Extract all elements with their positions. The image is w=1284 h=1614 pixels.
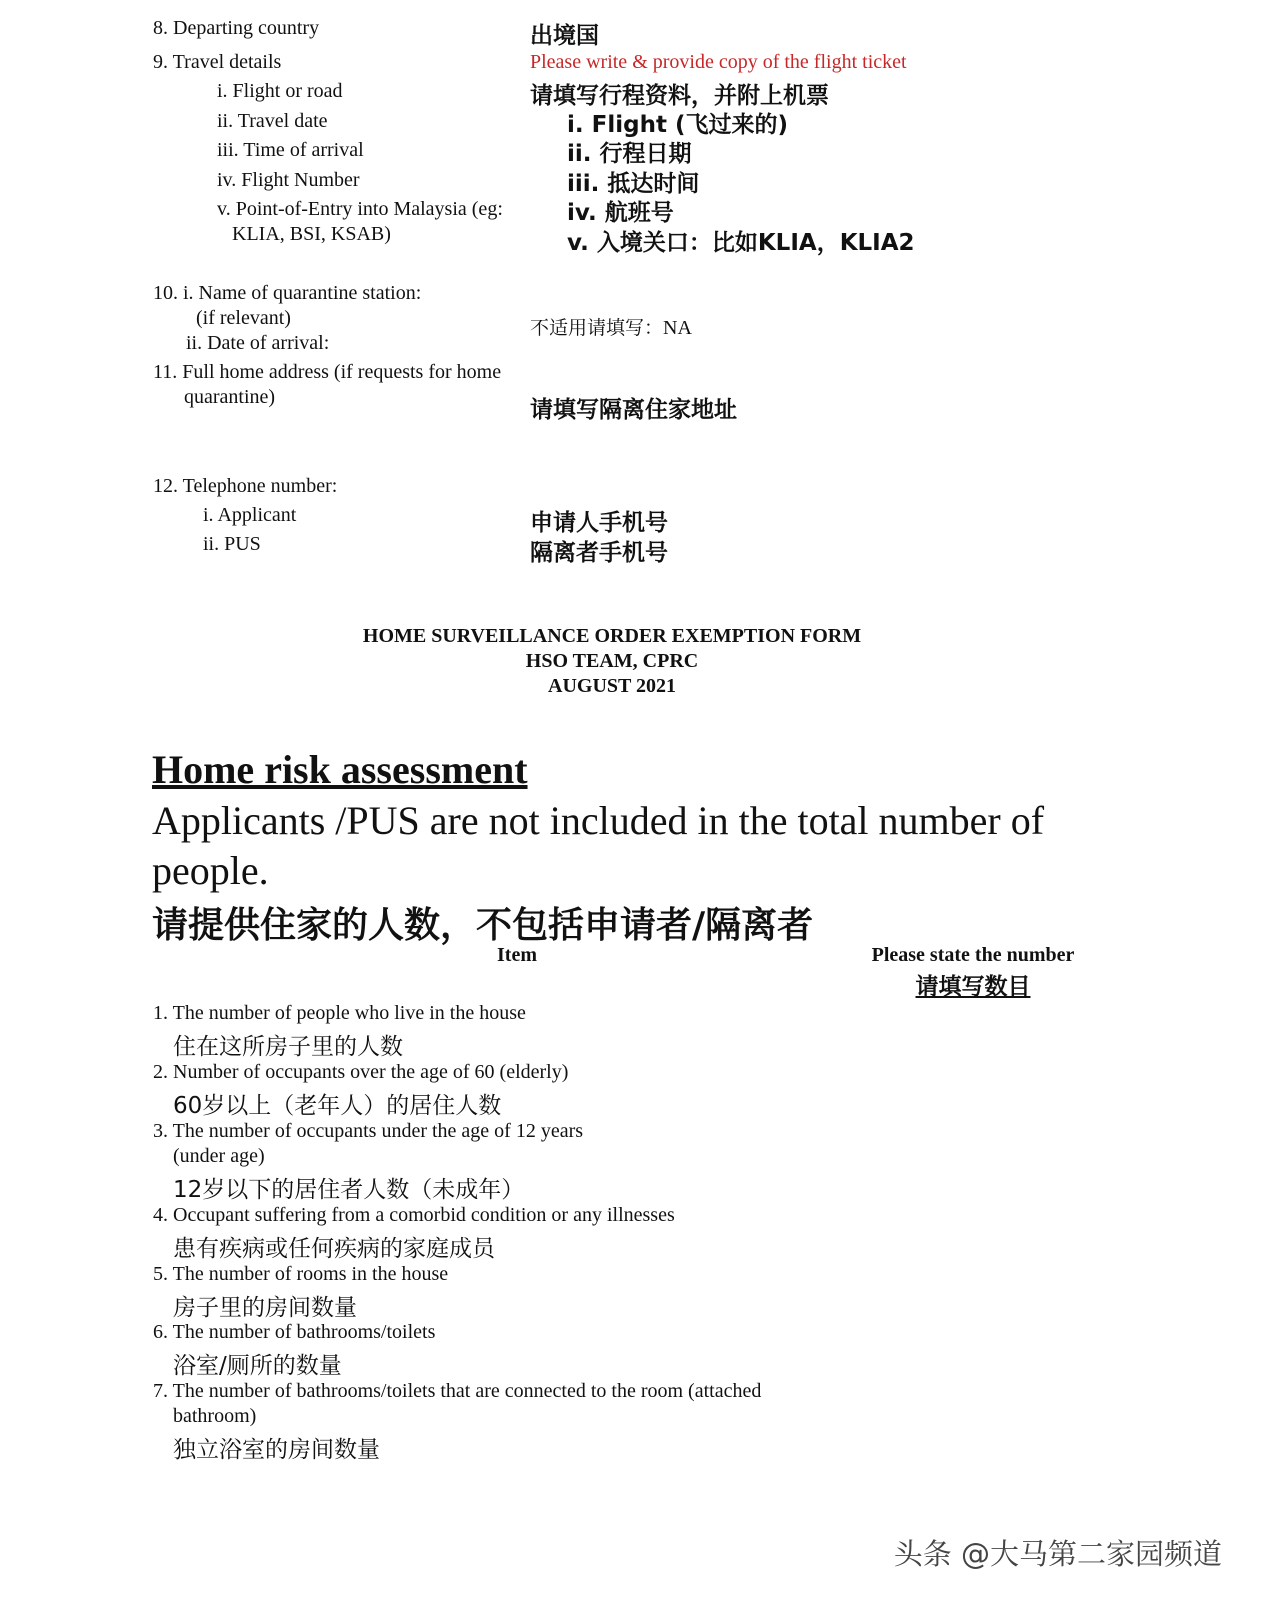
travel-sub-2-zh: ii. 行程日期 (567, 141, 692, 167)
phone-pus: ii. PUS (203, 533, 261, 555)
assessment-item-3: 3. The number of occupants under the age of 12 years (153, 1120, 584, 1142)
travel-sub-2: ii. Travel date (217, 110, 328, 132)
column-header-number-zh: 请填写数目 (915, 974, 1031, 1000)
not-applicable-zh: 不适用请填写： (530, 317, 664, 339)
form-date: AUGUST 2021 (548, 675, 676, 697)
assessment-intro-zh: 请提供住家的人数，不包括申请者/隔离者 (152, 905, 814, 946)
item-9-label: 9. Travel details (153, 51, 282, 73)
travel-sub-3: iii. Time of arrival (217, 139, 364, 161)
assessment-intro-line2: people. (152, 848, 269, 893)
travel-sub-4-zh: iv. 航班号 (567, 200, 674, 226)
item-10-line2: (if relevant) (196, 307, 291, 329)
column-header-item: Item (497, 944, 537, 966)
travel-sub-4: iv. Flight Number (217, 169, 360, 191)
travel-sub-5: v. Point-of-Entry into Malaysia (eg: (217, 198, 503, 220)
travel-sub-1: i. Flight or road (217, 80, 343, 102)
assessment-item-6-zh: 浴室/厕所的数量 (173, 1353, 342, 1379)
assessment-item-2-zh: 60岁以上（老年人）的居住人数 (173, 1093, 502, 1119)
phone-pus-zh: 隔离者手机号 (530, 540, 668, 566)
travel-sub-5-zh: v. 入境关口：比如KLIA，KLIA2 (567, 230, 915, 256)
assessment-item-3-cont: (under age) (173, 1145, 265, 1167)
assessment-item-3-zh: 12岁以下的居住者人数（未成年） (173, 1177, 525, 1203)
item-12-label: 12. Telephone number: (153, 475, 338, 497)
na-value: NA (663, 317, 692, 339)
assessment-item-6: 6. The number of bathrooms/toilets (153, 1321, 436, 1343)
item-8-zh: 出境国 (530, 23, 599, 49)
assessment-item-5: 5. The number of rooms in the house (153, 1263, 449, 1285)
assessment-item-7: 7. The number of bathrooms/toilets that are connected to the room (attached (153, 1380, 762, 1402)
column-header-number: Please state the number (871, 944, 1075, 966)
assessment-item-4-zh: 患有疾病或任何疾病的家庭成员 (173, 1236, 495, 1262)
assessment-item-4: 4. Occupant suffering from a comorbid condition or any illnesses (153, 1204, 675, 1226)
item-10-line3: ii. Date of arrival: (186, 332, 330, 354)
item-11-line1: 11. Full home address (if requests for home (153, 361, 502, 383)
assessment-intro-line1: Applicants /PUS are not included in the total number of (152, 798, 1045, 843)
form-title: HOME SURVEILLANCE ORDER EXEMPTION FORM (362, 625, 862, 647)
assessment-item-2: 2. Number of occupants over the age of 60 (elderly) (153, 1061, 569, 1083)
item-11-line2: quarantine) (184, 386, 276, 408)
watermark: 头条 @大马第二家园频道 (893, 1537, 1222, 1571)
flight-ticket-note: Please write & provide copy of the flight ticket (530, 51, 907, 73)
assessment-item-5-zh: 房子里的房间数量 (173, 1295, 357, 1321)
travel-sub-1-zh: i. Flight (飞过来的) (567, 112, 788, 138)
assessment-item-7-zh: 独立浴室的房间数量 (173, 1437, 380, 1463)
travel-sub-5-cont: KLIA, BSI, KSAB) (232, 223, 391, 245)
assessment-item-1: 1. The number of people who live in the house (153, 1002, 526, 1024)
item-8-label: 8. Departing country (153, 17, 320, 39)
phone-applicant: i. Applicant (203, 504, 297, 526)
not-applicable-note (530, 313, 692, 340)
assessment-title: Home risk assessment (152, 747, 528, 792)
item-9-zh-title: 请填写行程资料，并附上机票 (530, 83, 829, 109)
item-10-line1: 10. i. Name of quarantine station: (153, 282, 422, 304)
item-11-zh: 请填写隔离住家地址 (530, 397, 737, 423)
assessment-item-7-cont: bathroom) (173, 1405, 257, 1427)
form-team: HSO TEAM, CPRC (525, 650, 699, 672)
phone-applicant-zh: 申请人手机号 (530, 510, 668, 536)
assessment-item-1-zh: 住在这所房子里的人数 (173, 1034, 403, 1060)
travel-sub-3-zh: iii. 抵达时间 (567, 171, 700, 197)
